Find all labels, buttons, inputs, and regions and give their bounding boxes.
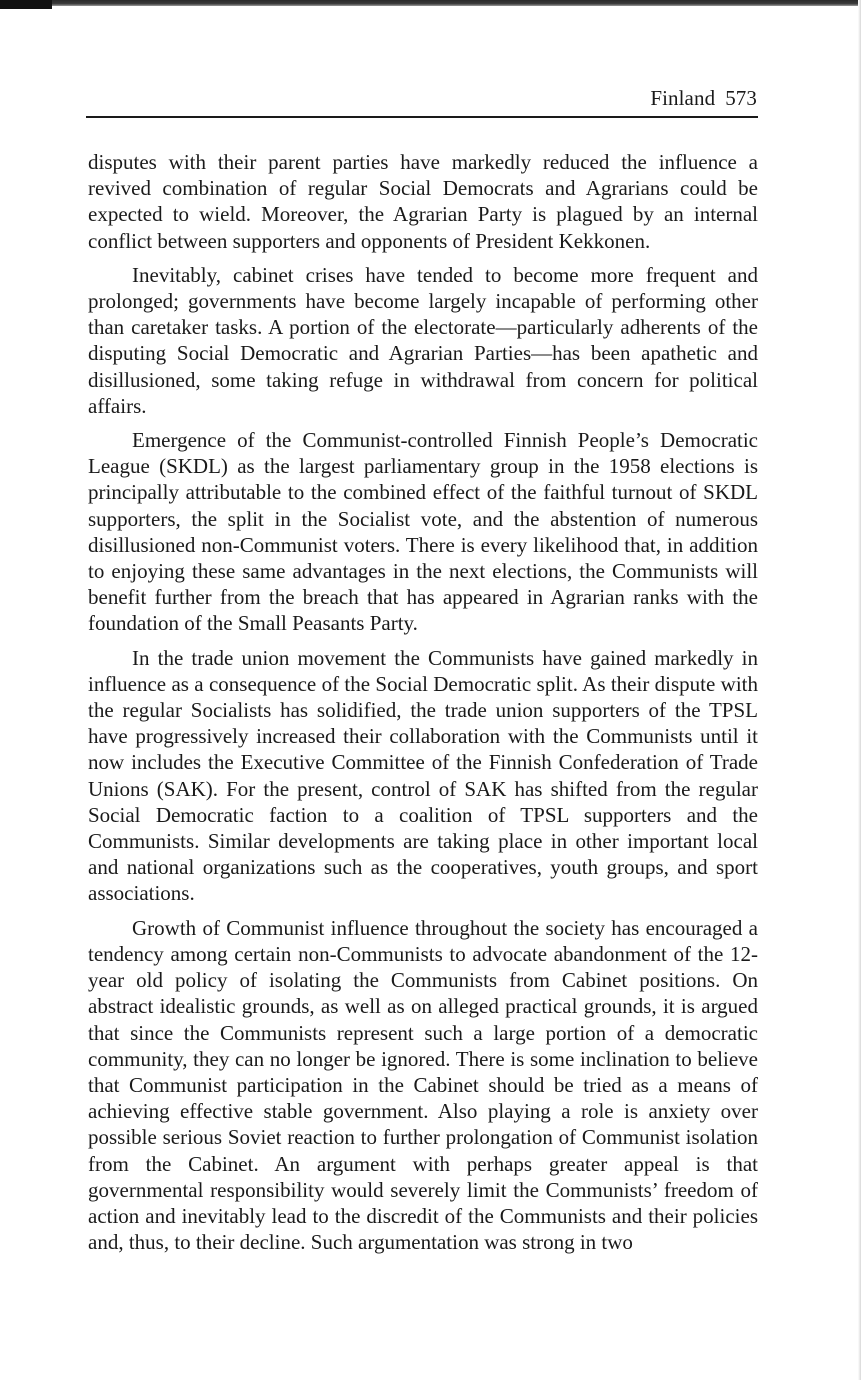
paragraph-skdl-emergence: Emergence of the Communist-controlled Finnish People’s Democratic League (SKDL) as the largest parliamentary group in the 1958 elections is principally attributable to the combined effect of the faithful turnout of SKDL supporters, the split in the Socialist vote, and the abstention of numerous disillusioned non-Communist voters. There is every likelihood that, in addition to enjoying these same advantages in the next elections, the Communists will benefit further from the breach that has appeared in Agrarian ranks with the foundation of the Small Peasants Party. (88, 428, 758, 636)
paragraph-trade-union: In the trade union movement the Communists have gained markedly in influence as a consequence of the Social Democratic split. As their dispute with the regular Socialists has solidified, the trade union supporters of the TPSL have progressively increased their collaboration with the Communists until it now includes the Executive Committee of the Finnish Confederation of Trade Unions (SAK). For the present, control of SAK has shifted from the regular Social Democratic faction to a coalition of TPSL supporters and the Communists. Similar developments are taking place in other important local and national organizations such as the cooperatives, youth groups, and sport associations. (88, 645, 758, 906)
scan-top-edge (0, 0, 861, 6)
body-text (88, 149, 758, 1263)
paragraph-continued: disputes with their parent parties have markedly reduced the influence a revived combination of regular Social Democrats and Agrarians could be expected to wield. Moreover, the Agrarian Party is plagued by an internal conflict between supporters and opponents of President Kekkonen. (88, 150, 758, 253)
header-rule (86, 116, 758, 118)
running-title: Finland (650, 86, 716, 110)
scan-corner-shadow (0, 0, 52, 9)
page-number: 573 (725, 86, 757, 110)
running-head (650, 84, 757, 112)
paragraph-cabinet-crises: Inevitably, cabinet crises have tended to become more frequent and prolonged; governments have become largely incapable of performing other than caretaker tasks. A portion of the electorate—particularly adherents of the disputing Social Democratic and Agrarian Parties—has been apathetic and disillusioned, some taking refuge in withdrawal from concern for political affairs. (88, 262, 758, 418)
paragraph-communist-growth: Growth of Communist influence throughout the society has encouraged a tendency among certain non-Communists to advocate abandonment of the 12-year old policy of isolating the Communists from Cabinet positions. On abstract idealistic grounds, as well as on alleged practical grounds, it is argued that since the Communists represent such a large portion of a democratic community, they can no longer be ignored. There is some inclination to believe that Communist participation in the Cabinet should be tried as a means of achieving effective stable government. Also playing a role is anxiety over possible serious Soviet reaction to further prolongation of Communist isolation from the Cabinet. An argument with perhaps greater appeal is that governmental responsibility would severely limit the Communists’ freedom of action and inevitably lead to the discredit of the Communists and their policies and, thus, to their decline. Such argumentation was strong in two (88, 915, 758, 1255)
